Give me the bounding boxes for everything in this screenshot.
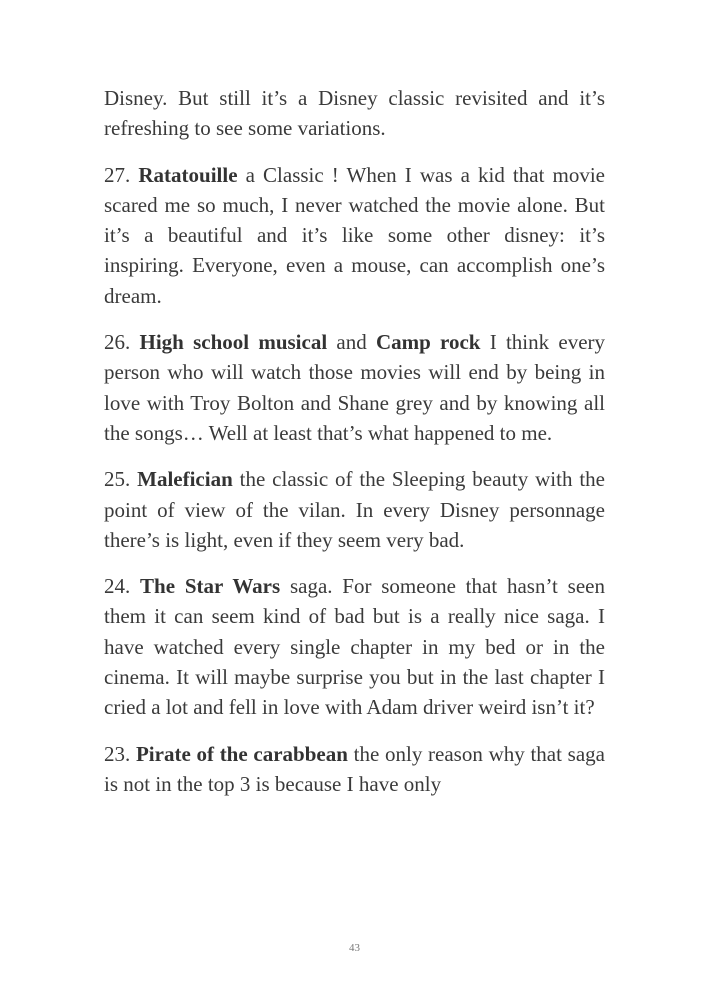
paragraph-item-25 xyxy=(104,464,605,555)
movie-title: High school musical xyxy=(139,330,328,355)
paragraph-text: I think every person who will watch those movies will end by being in love with Troy Bolton and Shane grey and by knowing all the songs… Well at least that’s what happened to me. xyxy=(104,330,606,445)
paragraph-item-26 xyxy=(104,327,605,448)
movie-title: The Star Wars xyxy=(140,574,281,599)
paragraph-item-24 xyxy=(104,571,605,722)
movie-title: Malefician xyxy=(137,467,233,492)
paragraph-text: saga. For someone that hasn’t seen them it can seem kind of bad but is a really nice saga. I have watched every single chapter in my bed or in the cinema. It will maybe surprise you but in the last chapter I cried a lot and fell in love with Adam driver weird isn’t it? xyxy=(104,574,605,720)
paragraph-text: Disney. But still it’s a Disney classic revisited and it’s refreshing to see some variations. xyxy=(104,86,605,141)
paragraph-text: the only reason why that saga is not in the top 3 is because I have only xyxy=(104,741,605,796)
movie-title: Pirate of the carabbean xyxy=(135,741,348,766)
paragraph-item-27 xyxy=(104,160,605,311)
item-number: 25. xyxy=(104,467,138,492)
movie-title: Ratatouille xyxy=(138,162,238,187)
item-number: 26. xyxy=(104,330,140,355)
paragraph-text: a Classic ! When I was a kid that movie scared me so much, I never watched the movie alone. But it’s a beautiful and it’s like some other disney: it’s inspiring. Everyone, even a mouse, can accomplish one’s dream. xyxy=(104,162,606,308)
paragraph-text: and xyxy=(327,330,376,355)
paragraph-continuation xyxy=(104,83,605,144)
item-number: 27. xyxy=(104,162,139,187)
page-number: 43 xyxy=(349,942,360,954)
item-number: 24. xyxy=(104,574,141,599)
paragraph-item-23 xyxy=(104,739,605,800)
movie-title: Camp rock xyxy=(375,330,481,355)
item-number: 23. xyxy=(104,741,136,766)
body-text xyxy=(104,83,605,815)
paragraph-text: the classic of the Sleeping beauty with the point of view of the vilan. In every Disney personnage there’s is light, even if they seem very bad. xyxy=(104,467,605,552)
